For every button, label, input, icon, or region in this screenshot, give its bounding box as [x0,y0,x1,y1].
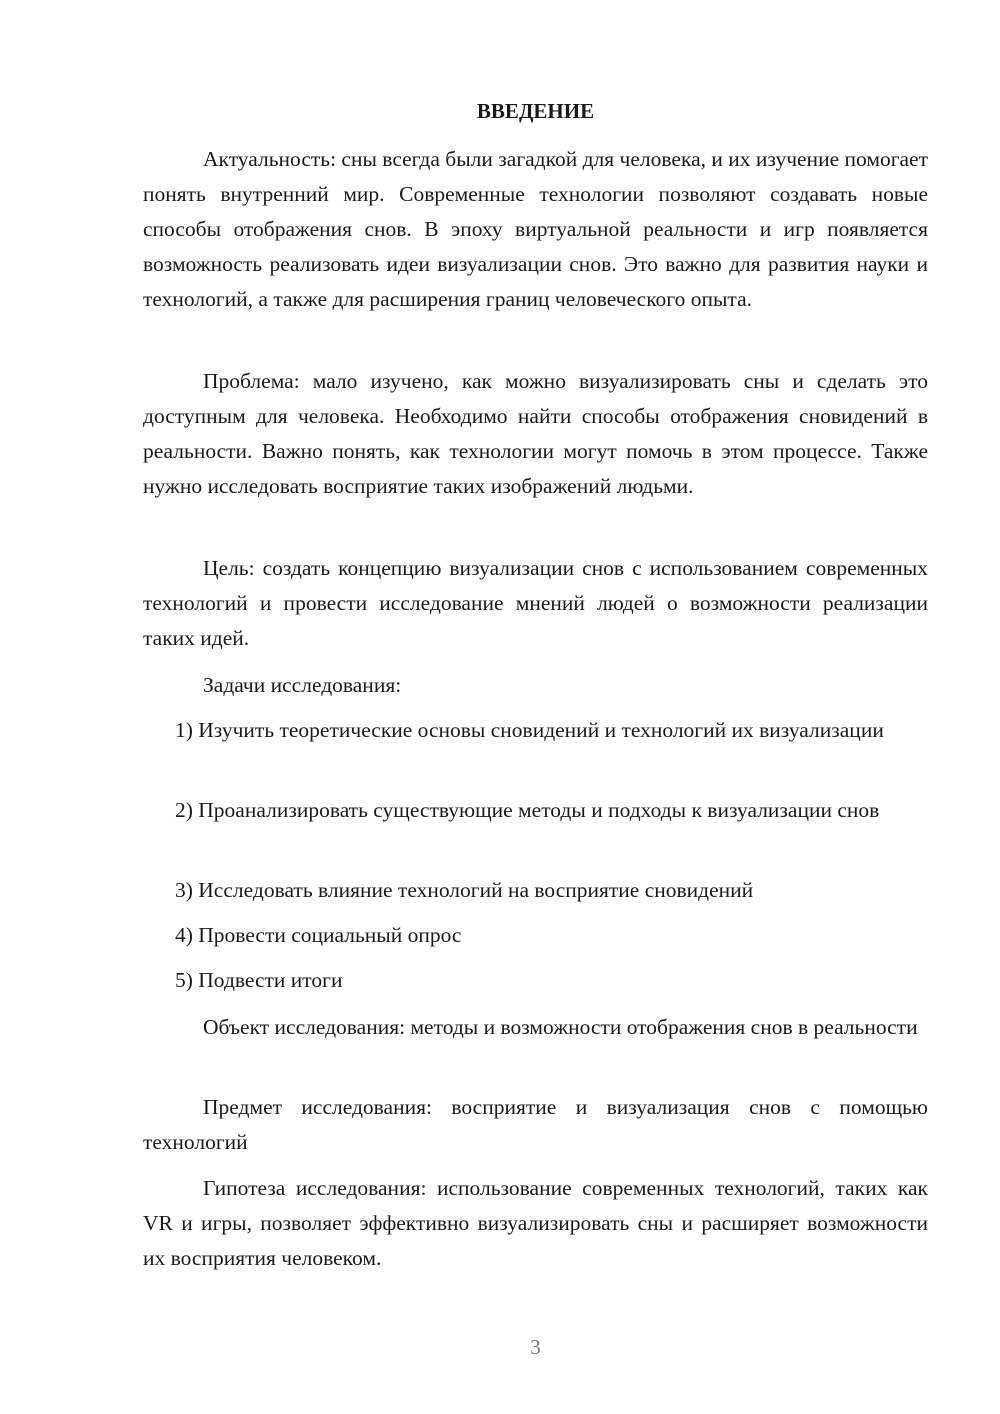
task-item-3: 3) Исследовать влияние технологий на восприятие сновидений [175,878,754,902]
task-item-5: 5) Подвести итоги [175,968,343,992]
document-page [143,0,928,1414]
task-item-2: 2) Проанализировать существующие методы и подходы к визуализации снов [175,798,880,822]
tasks-title: Задачи исследования: [203,673,402,697]
task-item-4: 4) Провести социальный опрос [175,923,462,947]
relevance-paragraph: Актуальность: сны всегда были загадкой для человека, и их изучение помогает понять внутренний мир. Современные технологии позволяют создавать новые способы отображения снов. В эпоху виртуальной реальности и игр появляется возможность реализовать идеи визуализации снов. Это важно для развития науки и технологий, а также для расширения границ человеческого опыта. [143,147,928,311]
task-item-1: 1) Изучить теоретические основы сновидений и технологий их визуализации [175,718,884,742]
object-paragraph: Объект исследования: методы и возможности отображения снов в реальности [203,1015,918,1039]
subject-paragraph: Предмет исследования: восприятие и визуализация снов с помощью технологий [143,1095,928,1154]
goal-paragraph: Цель: создать концепцию визуализации снов с использованием современных технологий и провести исследование мнений людей о возможности реализации таких идей. [143,556,928,650]
hypothesis-paragraph: Гипотеза исследования: использование современных технологий, таких как VR и игры, позволяет эффективно визуализировать сны и расширяет возможности их восприятия человеком. [143,1176,928,1270]
section-heading: ВВЕДЕНИЕ [476,99,595,123]
problem-paragraph: Проблема: мало изучено, как можно визуализировать сны и сделать это доступным для человека. Необходимо найти способы отображения сновидений в реальности. Важно понять, как технологии могут помочь в этом процессе. Также нужно исследовать восприятие таких изображений людьми. [143,369,928,498]
page-number: 3 [530,1335,541,1359]
